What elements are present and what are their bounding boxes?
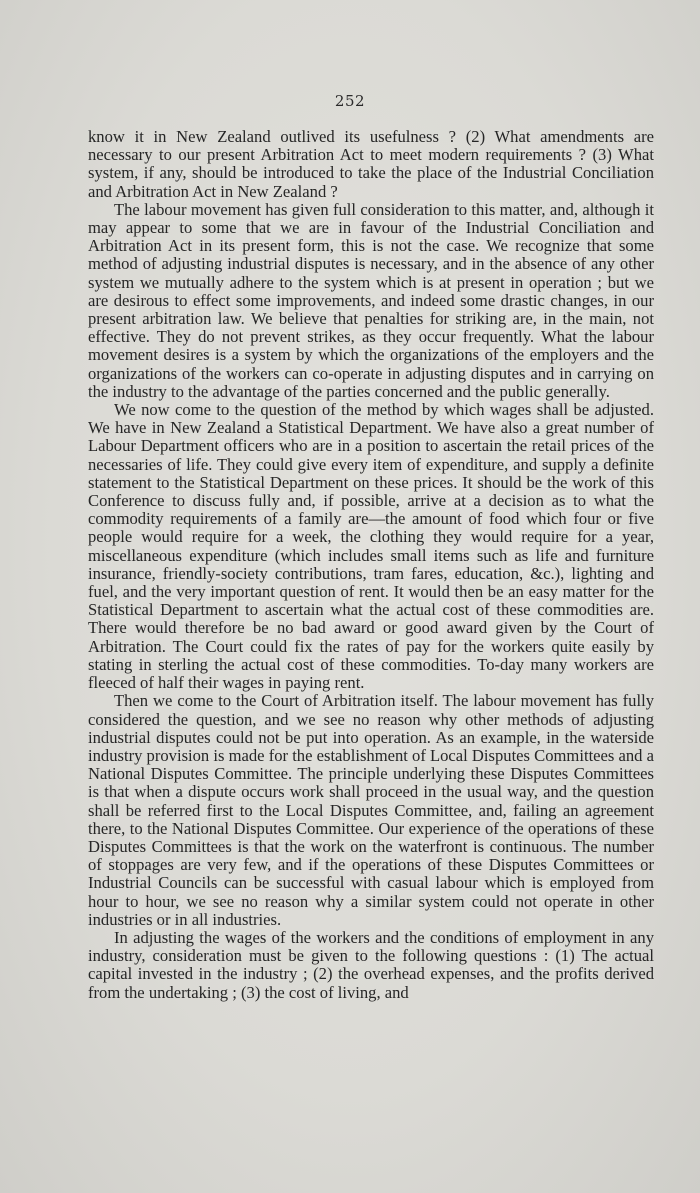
paragraph-4: Then we come to the Court of Arbitration itself. The labour movement has fully considered the question, and we see no reason why other methods of adjusting industrial disputes could not be put into operation. As an example, in the waterside industry provision is made for the establishment of Local Disputes Committees and a National Disputes Committee. The principle underlying these Disputes Committees is that when a dispute occurs work shall proceed in the usual way, and the question shall be referred first to the Local Disputes Committee, and, failing an agreement there, to the National Disputes Committee. Our experience of the operations of these Disputes Committees is that the work on the waterfront is continuous. The number of stoppages are very few, and if the operations of these Disputes Committees or Industrial Councils can be successful with casual labour which is employed from hour to hour, we see no reason why a similar system could not operate in other industries or in all industries. bbox=[88, 691, 654, 929]
paragraph-5: In adjusting the wages of the workers and the conditions of employment in any industry, consideration must be given to the following questions : (1) The actual capital invested in the industry ; (2) the overhead expenses, and the profits derived from the undertaking ; (3) the cost of living, and bbox=[88, 927, 654, 1002]
paragraph-1: know it in New Zealand outlived its usefulness ? (2) What amendments are necessary to our present Arbitration Act to meet modern requirements ? (3) What system, if any, should be introduced to take the place of the Industrial Conciliation and Arbitration Act in New Zealand ? bbox=[88, 127, 654, 201]
paragraph-2: The labour movement has given full consideration to this matter, and, although it may appear to some that we are in favour of the Industrial Conciliation and Arbitration Act in its present form, this is not the case. We recognize that some method of adjusting industrial disputes is necessary, and in the absence of any other system we mutually adhere to the system which is at present in operation ; but we are desirous to effect some improvements, and indeed some drastic changes, in our present arbitration law. We believe that penalties for striking are, in the main, not effective. They do not prevent strikes, as they occur frequently. What the labour movement desires is a system by which the organizations of the employers and the organizations of the workers can co-operate in adjusting disputes and in carrying on the industry to the advantage of the parties concerned and the public generally. bbox=[88, 199, 654, 401]
page-body-text bbox=[88, 128, 654, 1002]
page-number: 252 bbox=[334, 92, 366, 110]
paragraph-3: We now come to the question of the method by which wages shall be adjusted. We have in New Zealand a Statistical Department. We have also a great number of Labour Department officers who are in a position to ascertain the retail prices of the necessaries of life. They could give every item of expenditure, and supply a definite statement to the Statistical Department on these prices. It should be the work of this Conference to discuss fully and, if possible, arrive at a decision as to what the commodity requirements of a family are—the amount of food which four or five people would require for a week, the clothing they would require for a year, miscellaneous expenditure (which includes small items such as life and furniture insurance, friendly-society contributions, tram fares, education, &c.), lighting and fuel, and the very important question of rent. It would then be an easy matter for the Statistical Department to ascertain what the actual cost of these commodities are. There would therefore be no bad award or good award given by the Court of Arbitration. The Court could fix the rates of pay for the workers quite easily by stating in sterling the actual cost of these commodities. To-day many workers are fleeced of half their wages in paying rent. bbox=[88, 400, 654, 693]
